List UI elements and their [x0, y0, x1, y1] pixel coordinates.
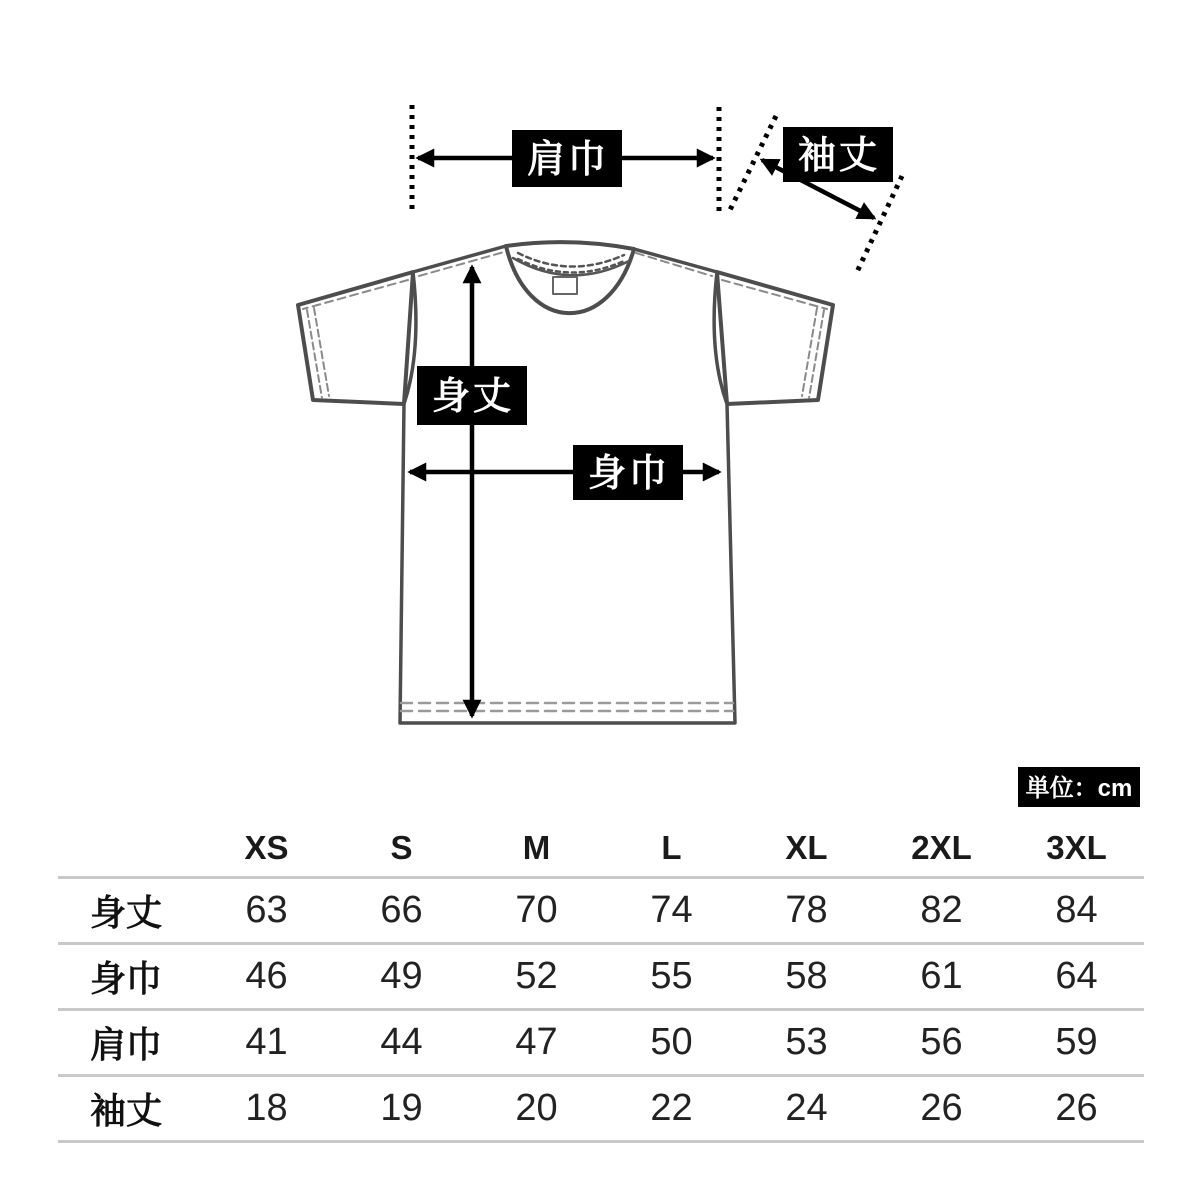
row-label-shoulder-width: 肩巾	[58, 1011, 199, 1077]
sleeve-length-extension-line-right	[856, 176, 902, 274]
unit-badge-label: 単位：cm	[1025, 775, 1133, 802]
size-cell: 18	[199, 1077, 334, 1143]
size-cell: 55	[604, 945, 739, 1011]
size-cell: 52	[469, 945, 604, 1011]
size-cell: 44	[334, 1011, 469, 1077]
size-cell: 64	[1009, 945, 1144, 1011]
column-header-xs: XS	[199, 820, 334, 879]
size-cell: 46	[199, 945, 334, 1011]
size-cell: 22	[604, 1077, 739, 1143]
shoulder-width-label: 肩巾	[526, 139, 610, 181]
unit-badge	[1018, 767, 1140, 807]
size-table	[58, 820, 1144, 1143]
size-cell: 24	[739, 1077, 874, 1143]
size-cell: 84	[1009, 879, 1144, 945]
size-cell: 82	[874, 879, 1009, 945]
size-cell: 20	[469, 1077, 604, 1143]
size-cell: 63	[199, 879, 334, 945]
body-width-label: 身巾	[587, 453, 671, 495]
column-header-2xl: 2XL	[874, 820, 1009, 879]
size-cell: 41	[199, 1011, 334, 1077]
table-corner-cell	[58, 820, 199, 879]
size-cell: 58	[739, 945, 874, 1011]
tshirt-right-sleeve	[717, 272, 833, 404]
size-cell: 49	[334, 945, 469, 1011]
row-label-sleeve-length: 袖丈	[58, 1077, 199, 1143]
size-cell: 26	[874, 1077, 1009, 1143]
size-cell: 70	[469, 879, 604, 945]
column-header-m: M	[469, 820, 604, 879]
size-cell: 61	[874, 945, 1009, 1011]
size-cell: 66	[334, 879, 469, 945]
row-label-body-length: 身丈	[58, 879, 199, 945]
row-label-body-width: 身巾	[58, 945, 199, 1011]
body-length-label: 身丈	[431, 376, 515, 418]
column-header-s: S	[334, 820, 469, 879]
size-cell: 53	[739, 1011, 874, 1077]
tshirt-illustration	[298, 242, 833, 723]
size-cell: 78	[739, 879, 874, 945]
sleeve-length-label: 袖丈	[797, 135, 881, 177]
column-header-xl: XL	[739, 820, 874, 879]
size-cell: 47	[469, 1011, 604, 1077]
column-header-l: L	[604, 820, 739, 879]
size-cell: 56	[874, 1011, 1009, 1077]
tshirt-left-sleeve	[298, 272, 413, 404]
size-cell: 26	[1009, 1077, 1144, 1143]
size-cell: 19	[334, 1077, 469, 1143]
size-cell: 74	[604, 879, 739, 945]
size-cell: 50	[604, 1011, 739, 1077]
size-cell: 59	[1009, 1011, 1144, 1077]
column-header-3xl: 3XL	[1009, 820, 1144, 879]
neck-tag	[553, 277, 577, 294]
